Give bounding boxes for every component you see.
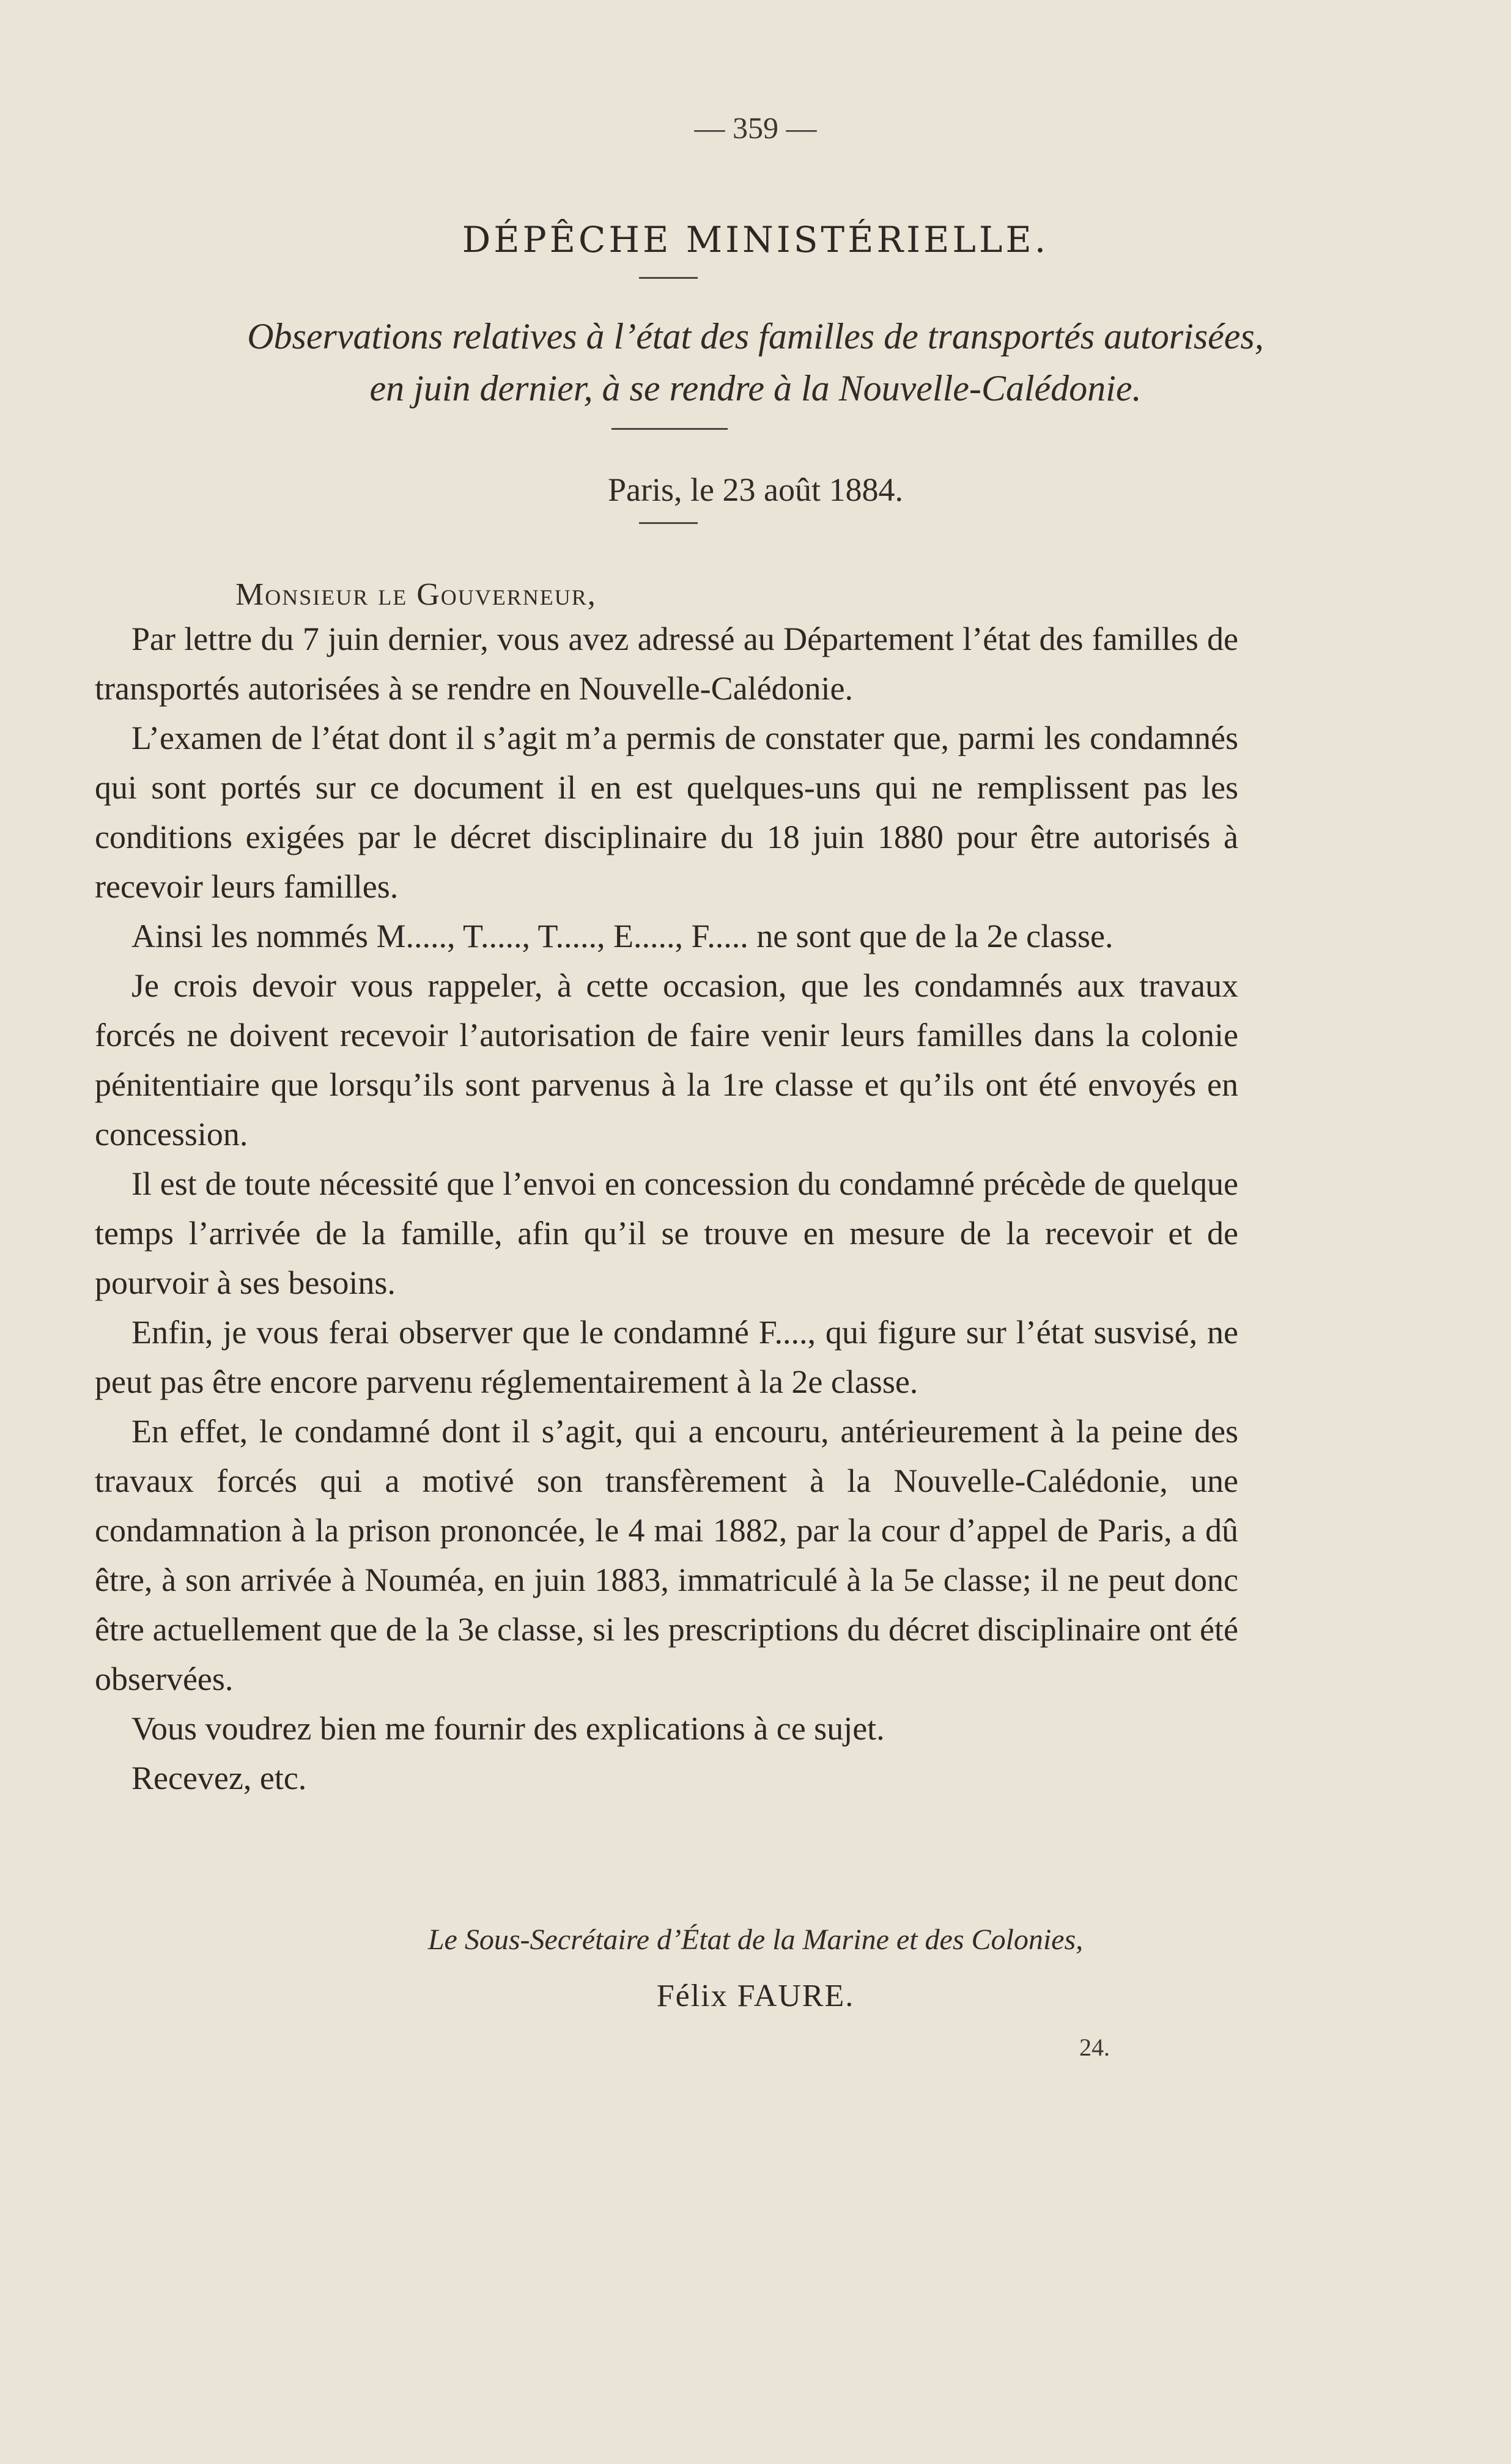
salutation: Monsieur le Gouverneur, [235,577,597,612]
paragraph: Recevez, etc. [131,1760,307,1796]
heading-rule [639,277,698,279]
paragraph: Par lettre du 7 juin dernier, vous avez adressé au Département l’état des familles de transportés autorisées à se rendre en Nouvelle-Calédonie. [95,621,1238,707]
page-number: — 359 — [694,111,817,145]
dateline: Paris, le 23 août 1884. [608,471,903,508]
signature-title: Le Sous-Secrétaire d’État de la Marine et des Colonies, [427,1924,1084,1956]
signature-name: Félix FAURE. [656,1979,855,2013]
paragraph: Enfin, je vous ferai observer que le condamné F...., qui figure sur l’état susvisé, ne peut pas être encore parvenu réglementairement à la 2e classe. [95,1314,1238,1400]
paragraph: L’examen de l’état dont il s’agit m’a permis de constater que, parmi les condamnés qui sont portés sur ce document il en est quelques-uns qui ne remplissent pas les conditions exigées par le décret disciplinaire du 18 juin 1880 pour être autorisés à recevoir leurs familles. [95,720,1238,905]
subtitle-line-2: en juin dernier, à se rendre à la Nouvelle-Calédonie. [369,368,1142,408]
paragraph: Il est de toute nécessité que l’envoi en concession du condamné précède de quelque temps l’arrivée de la famille, afin qu’il se trouve en mesure de la recevoir et de pourvoir à ses besoins. [95,1165,1238,1301]
paragraph: Vous voudrez bien me fournir des explications à ce sujet. [131,1710,885,1747]
subtitle-line-1: Observations relatives à l’état des familles de transportés autorisées, [247,316,1264,356]
document-heading: DÉPÊCHE MINISTÉRIELLE. [462,219,1049,260]
paragraph: Ainsi les nommés M....., T....., T....., E....., F..... ne sont que de la 2e classe. [131,918,1114,954]
dateline-rule [639,522,698,524]
paragraph: Je crois devoir vous rappeler, à cette occasion, que les condamnés aux travaux forcés ne doivent recevoir l’autorisation de faire venir leurs familles dans la colonie pénitentiaire que lorsqu’ils sont parvenus à la 1re classe et qu’ils ont été envoyés en concession. [95,967,1238,1153]
subtitle-rule [611,428,728,430]
paragraph: En effet, le condamné dont il s’agit, qui a encouru, antérieurement à la peine des travaux forcés qui a motivé son transfèrement à la Nouvelle-Calédonie, une condamnation à la prison prononcée, le 4 mai 1882, par la cour d’appel de Paris, a dû être, à son arrivée à Nouméa, en juin 1883, immatriculé à la 5e classe; il ne peut donc être actuellement que de la 3e classe, si les prescriptions du décret disciplinaire ont été observées. [95,1413,1238,1697]
signature-mark: 24. [1079,2034,1110,2061]
letter-body [95,614,1238,1803]
